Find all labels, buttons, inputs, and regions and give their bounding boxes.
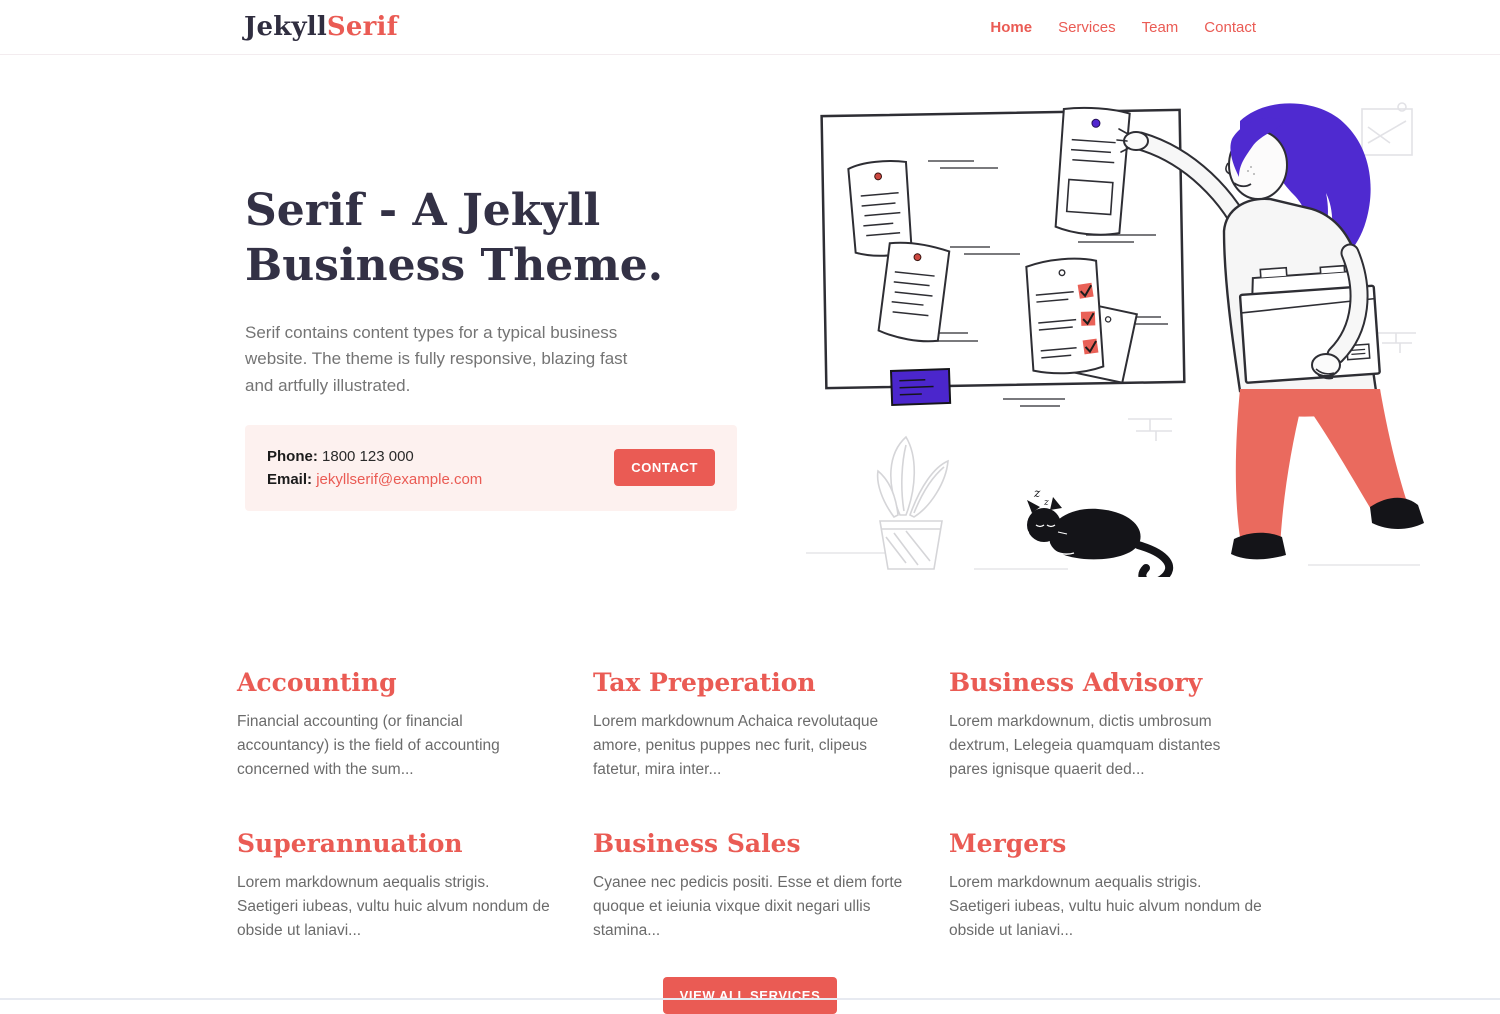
contact-card <box>245 425 737 511</box>
service-card-superannuation <box>237 829 551 944</box>
contact-details <box>267 445 482 491</box>
service-title[interactable]: Accounting <box>237 668 397 697</box>
view-all-services-button[interactable]: VIEW ALL SERVICES <box>663 977 838 1014</box>
contact-email-row <box>267 468 482 491</box>
service-title[interactable]: Superannuation <box>237 828 463 858</box>
hero-section <box>0 55 1500 640</box>
nav-item-contact[interactable]: Contact <box>1204 18 1256 36</box>
plant-sketch <box>878 437 948 569</box>
service-card-tax-preperation <box>593 668 907 783</box>
service-card-business-sales <box>593 829 907 944</box>
contact-phone-row <box>267 445 482 468</box>
email-label: Email: <box>267 470 313 488</box>
service-title[interactable]: Tax Preperation <box>593 668 816 697</box>
nav-item-home[interactable]: Home <box>990 18 1033 36</box>
brand-logo[interactable] <box>244 12 398 42</box>
phone-value: 1800 123 000 <box>322 447 414 465</box>
phone-label: Phone: <box>267 447 318 465</box>
service-excerpt: Lorem markdownum Achaica revolutaque amore, penitus puppes nec furit, clipeus fatetur, mira inter... <box>593 713 879 779</box>
site-header <box>0 0 1500 55</box>
page-title: Serif - A Jekyll Business Theme. <box>245 185 664 292</box>
hero-copy <box>245 183 745 511</box>
service-excerpt: Lorem markdownum, dictis umbrosum dextrum, Lelegeia quamquam distantes pares ignisque quaerit ded... <box>949 713 1221 779</box>
service-card-mergers <box>949 829 1263 944</box>
svg-text:z: z <box>1034 486 1041 500</box>
service-excerpt: Cyanee nec pedicis positi. Esse et diem forte quoque et ieiunia vixque dixit negari ullis stamina... <box>593 873 903 939</box>
service-title[interactable]: Business Sales <box>593 828 801 858</box>
contact-button[interactable]: CONTACT <box>614 449 715 486</box>
service-card-business-advisory <box>949 668 1263 783</box>
brand-name-accent: Serif <box>326 12 398 42</box>
service-excerpt: Lorem markdownum aequalis strigis. Saetigeri iubeas, vultu huic alvum nondum de obside ut laniavi... <box>949 873 1262 939</box>
pin-board <box>822 106 1185 406</box>
service-title[interactable]: Business Advisory <box>949 668 1203 697</box>
hero-description: Serif contains content types for a typical business website. The theme is fully responsive, blazing fast and artfully illustrated. <box>245 322 628 395</box>
nav-item-services[interactable]: Services <box>1058 18 1116 36</box>
service-excerpt: Lorem markdownum aequalis strigis. Saetigeri iubeas, vultu huic alvum nondum de obside ut laniavi... <box>237 873 550 939</box>
email-link[interactable]: jekyllserif@example.com <box>316 470 483 488</box>
services-grid <box>237 668 1263 943</box>
service-excerpt: Financial accounting (or financial accountancy) is the field of accounting concerned with the sum... <box>237 713 500 779</box>
main-nav <box>964 19 1256 36</box>
services-section <box>237 640 1263 1014</box>
brand-name-primary: Jekyll <box>244 12 327 42</box>
service-title[interactable]: Mergers <box>949 828 1067 858</box>
cat-sketch <box>1019 486 1169 577</box>
hero-illustration <box>788 101 1432 577</box>
view-all-wrap <box>237 977 1263 1014</box>
service-card-accounting <box>237 668 551 783</box>
nav-item-team[interactable]: Team <box>1141 18 1179 36</box>
svg-text:z: z <box>1044 498 1049 508</box>
